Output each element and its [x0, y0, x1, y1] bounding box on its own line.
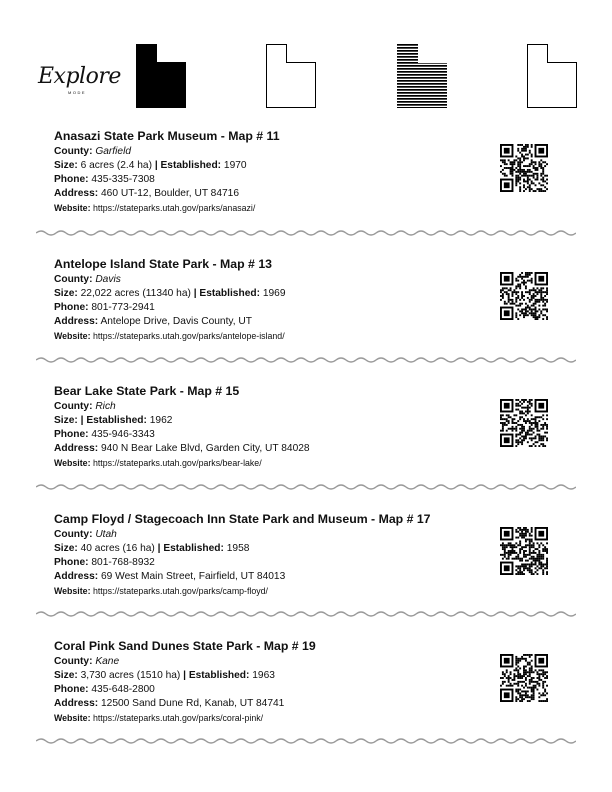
county-label: County:: [54, 656, 93, 667]
page-header: [0, 0, 612, 120]
park-title: Anasazi State Park Museum - Map # 11: [54, 129, 280, 143]
size-label: Size:: [54, 415, 78, 426]
website-link[interactable]: https://stateparks.utah.gov/parks/coral-pink/: [92, 713, 264, 723]
website-link[interactable]: https://stateparks.utah.gov/parks/camp-floyd/: [92, 586, 268, 596]
website-label: Website:: [54, 203, 91, 213]
established-label: Established:: [160, 160, 222, 171]
county-label: County:: [54, 529, 93, 540]
qr-code-icon[interactable]: [500, 654, 548, 702]
size-label: Size:: [54, 670, 78, 681]
wavy-divider: [36, 229, 576, 237]
website-link[interactable]: https://stateparks.utah.gov/parks/anasazi/: [92, 203, 256, 213]
address-value: 940 N Bear Lake Blvd, Garden City, UT 84028: [101, 443, 310, 454]
website-link[interactable]: https://stateparks.utah.gov/parks/bear-lake/: [92, 458, 262, 468]
size-value: 6 acres (2.4 ha): [80, 160, 152, 171]
phone-value: 801-768-8932: [91, 557, 155, 568]
address-label: Address:: [54, 698, 99, 709]
qr-code-icon[interactable]: [500, 527, 548, 575]
size-label: Size:: [54, 288, 78, 299]
address-label: Address:: [54, 571, 99, 582]
address-label: Address:: [54, 188, 99, 199]
qr-code-icon[interactable]: [500, 272, 548, 320]
park-entry: [54, 511, 564, 611]
logo-subtext: MODE: [68, 90, 86, 95]
size-value: 40 acres (16 ha): [80, 543, 155, 554]
phone-value: 801-773-2941: [91, 302, 155, 313]
qr-code-icon[interactable]: [500, 399, 548, 447]
wavy-divider: [36, 610, 576, 618]
separator: |: [151, 160, 161, 171]
established-value: 1970: [223, 160, 247, 171]
county-value: Rich: [95, 401, 116, 412]
phone-value: 435-335-7308: [91, 174, 155, 185]
county-value: Utah: [95, 529, 117, 540]
address-value: 12500 Sand Dune Rd, Kanab, UT 84741: [101, 698, 285, 709]
park-title: Bear Lake State Park - Map # 15: [54, 384, 240, 398]
phone-value: 435-946-3343: [91, 429, 155, 440]
county-label: County:: [54, 401, 93, 412]
county-value: Davis: [95, 274, 121, 285]
established-value: 1963: [252, 670, 275, 681]
explore-logo: [38, 64, 121, 102]
size-label: Size:: [54, 160, 78, 171]
county-label: County:: [54, 274, 93, 285]
website-label: Website:: [54, 331, 91, 341]
address-value: 460 UT-12, Boulder, UT 84716: [101, 188, 240, 199]
address-label: Address:: [54, 443, 99, 454]
established-label: Established:: [188, 670, 250, 681]
logo-script-text: Explore: [38, 64, 121, 89]
website-label: Website:: [54, 713, 91, 723]
utah-outline-icon: [266, 44, 316, 108]
separator: |: [154, 543, 164, 554]
website-link[interactable]: https://stateparks.utah.gov/parks/antelope-island/: [92, 331, 285, 341]
address-value: Antelope Drive, Davis County, UT: [100, 316, 253, 327]
phone-label: Phone:: [54, 557, 89, 568]
utah-striped-icon: [397, 44, 447, 108]
utah-outline-icon: [527, 44, 577, 108]
established-value: 1958: [226, 543, 250, 554]
phone-label: Phone:: [54, 684, 89, 695]
size-label: Size:: [54, 543, 78, 554]
phone-label: Phone:: [54, 174, 89, 185]
established-label: Established:: [86, 415, 147, 426]
established-label: Established:: [199, 288, 260, 299]
established-value: 1969: [262, 288, 286, 299]
size-value: 22,022 acres (11340 ha): [80, 288, 191, 299]
separator: |: [180, 670, 189, 681]
address-value: 69 West Main Street, Fairfield, UT 84013: [101, 571, 286, 582]
established-value: 1962: [149, 415, 173, 426]
phone-value: 435-648-2800: [91, 684, 155, 695]
wavy-divider: [36, 356, 576, 364]
established-label: Established:: [163, 543, 224, 554]
separator: |: [80, 415, 87, 426]
wavy-divider: [36, 483, 576, 491]
wavy-divider: [36, 737, 576, 745]
address-label: Address:: [54, 316, 99, 327]
park-title: Antelope Island State Park - Map # 13: [54, 257, 272, 271]
park-entry: [54, 256, 564, 356]
county-value: Garfield: [95, 146, 131, 157]
park-entry: [54, 383, 564, 483]
website-label: Website:: [54, 458, 91, 468]
park-title: Coral Pink Sand Dunes State Park - Map # 19: [54, 639, 316, 653]
qr-code-icon[interactable]: [500, 144, 548, 192]
park-entry: [54, 128, 564, 228]
park-entry: [54, 638, 564, 738]
website-label: Website:: [54, 586, 91, 596]
separator: |: [190, 288, 200, 299]
size-value: 3,730 acres (1510 ha): [80, 670, 181, 681]
phone-label: Phone:: [54, 302, 89, 313]
county-value: Kane: [95, 656, 120, 667]
county-label: County:: [54, 146, 93, 157]
phone-label: Phone:: [54, 429, 89, 440]
utah-silhouette-filled-icon: [136, 44, 186, 108]
park-title: Camp Floyd / Stagecoach Inn State Park and Museum - Map # 17: [54, 512, 431, 526]
